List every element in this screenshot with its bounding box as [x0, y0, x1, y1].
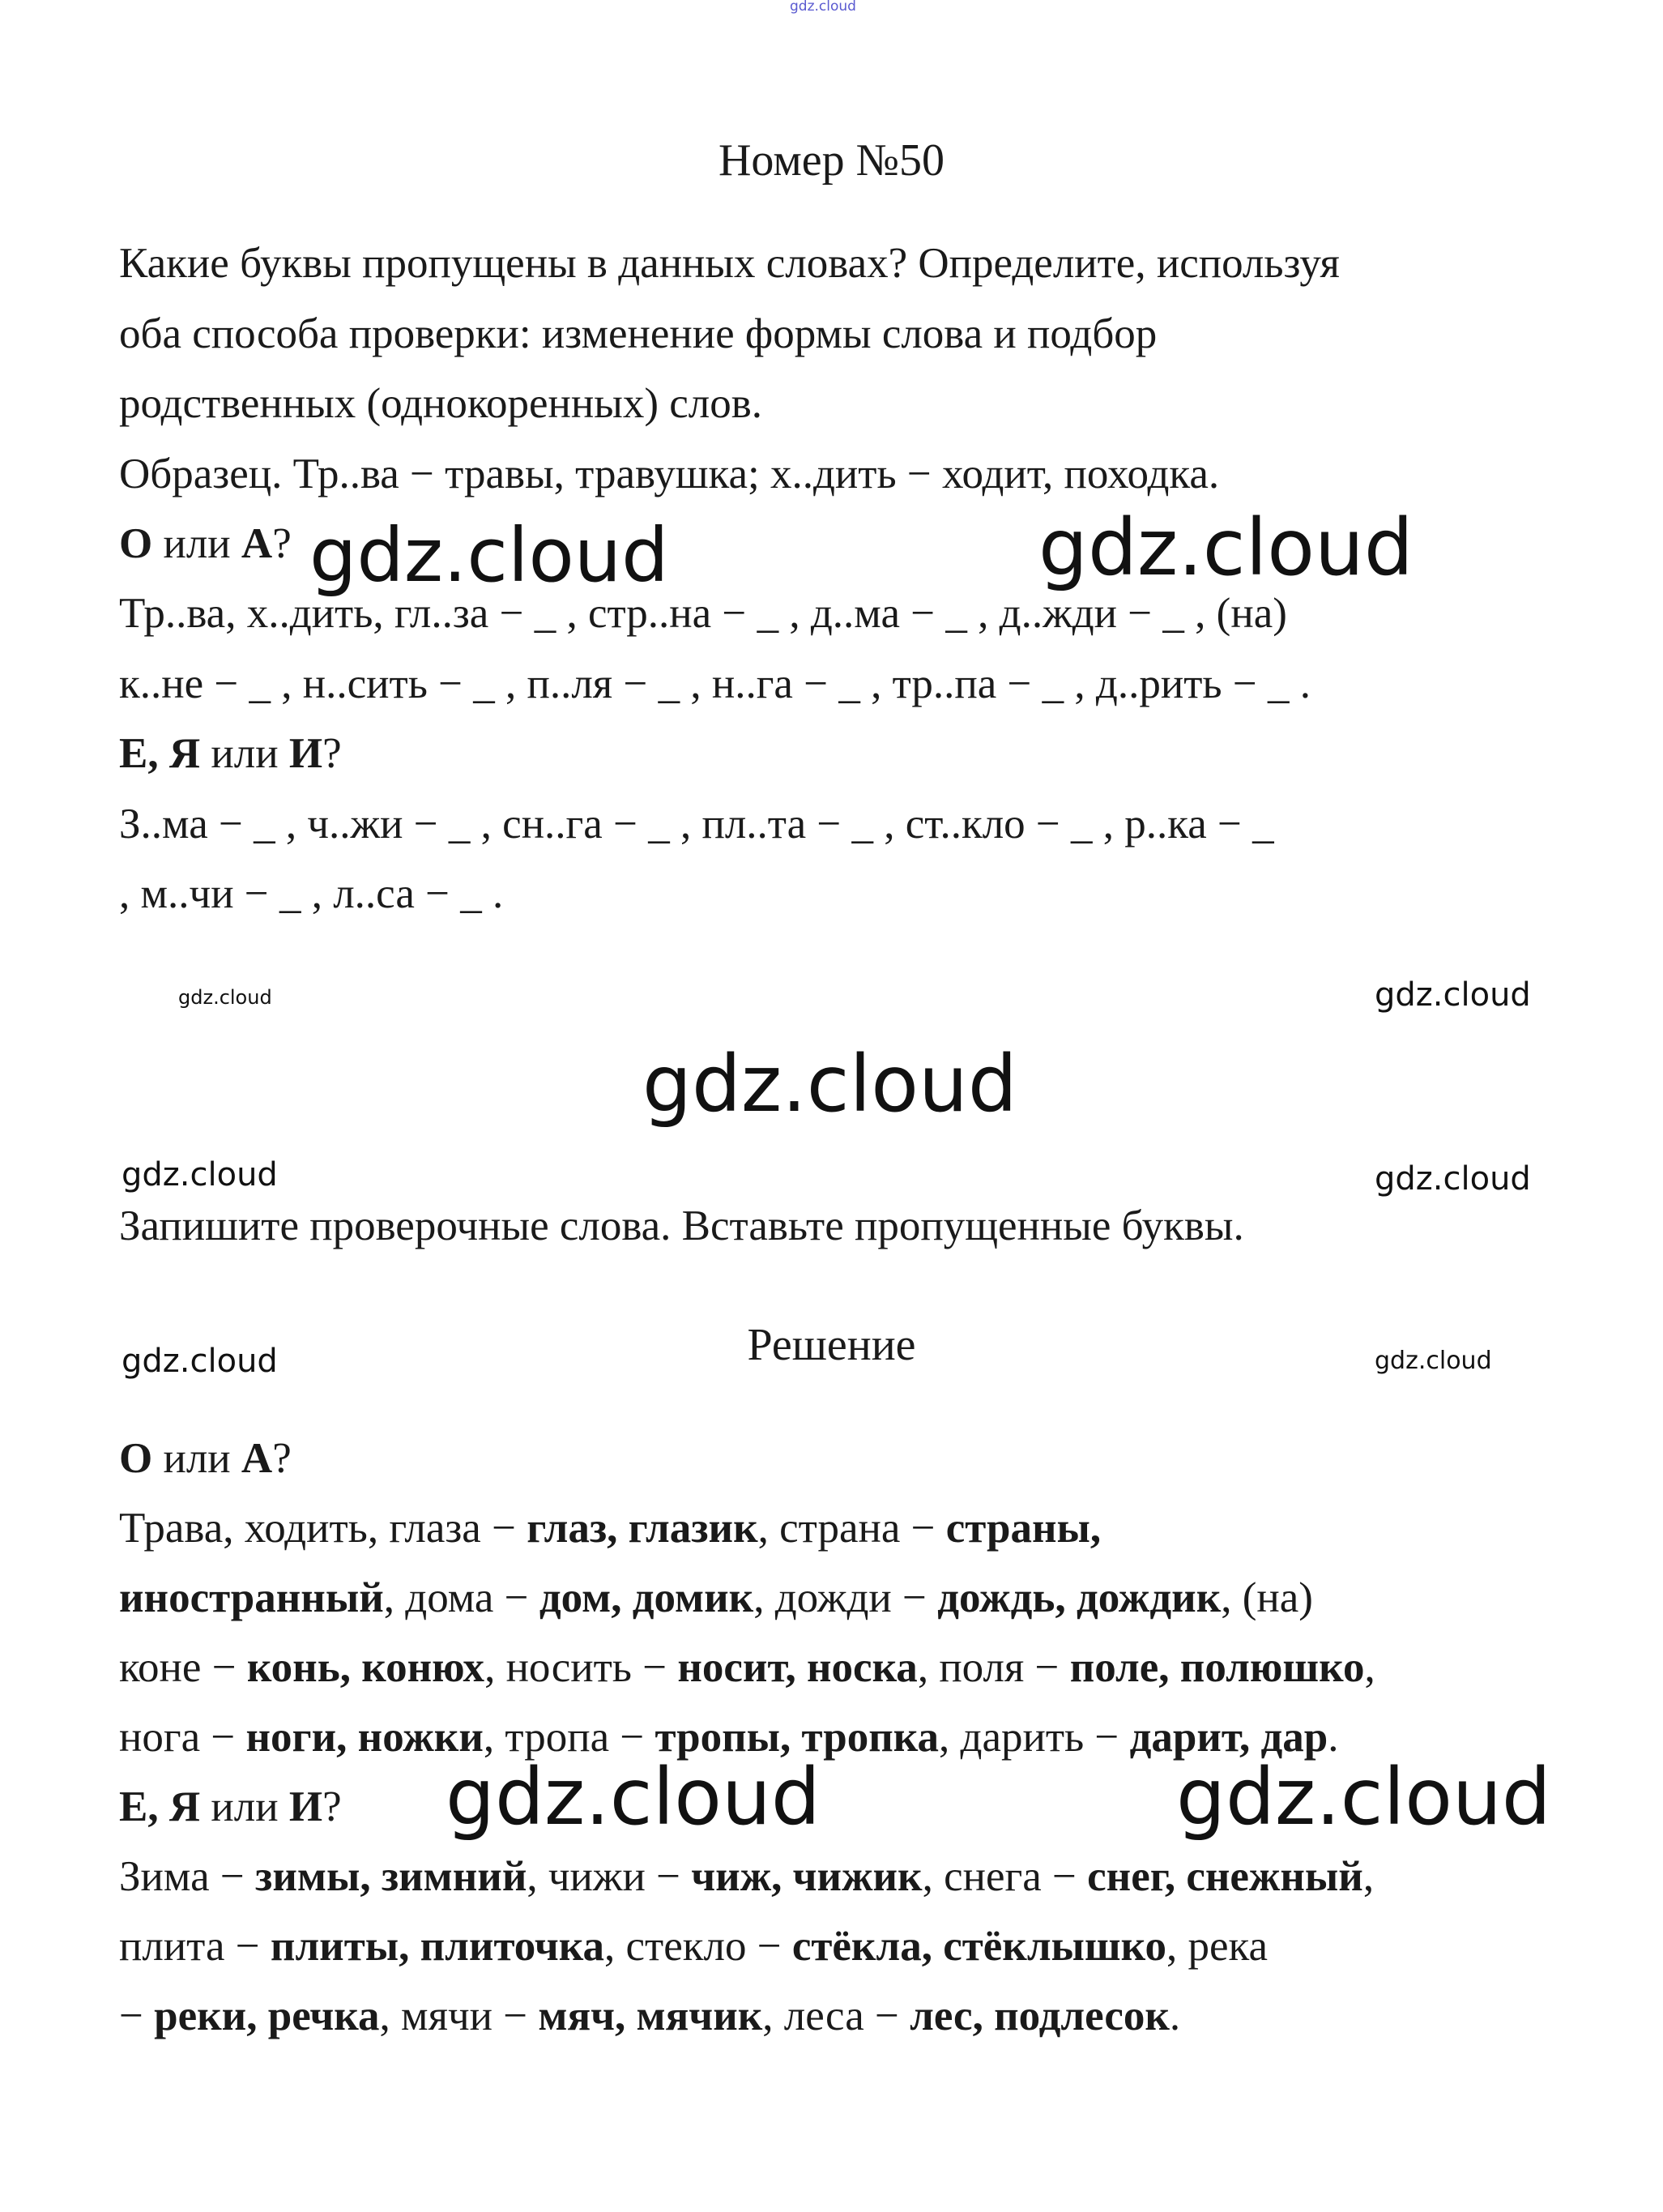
instruction-line: Запишите проверочные слова. Вставьте пропущенные буквы. — [119, 1202, 1244, 1249]
watermark: gdz.cloud — [178, 986, 272, 1009]
solution-line: коне − конь, конюх, носить − носит, носка, поля − поле, полюшко, — [119, 1644, 1375, 1691]
watermark-top: gdz.cloud — [790, 0, 856, 15]
solution-label-o-a: О или А? — [119, 1435, 292, 1482]
exercise-line: , м..чи − _ , л..са − _ . — [119, 870, 504, 917]
page-title: Номер №50 — [718, 135, 945, 186]
solution-line: − реки, речка, мячи − мяч, мячик, леса − лес, подлесок. — [119, 1992, 1181, 2039]
watermark: gdz.cloud — [309, 512, 669, 599]
solution-line: плита − плиты, плиточка, стекло − стёкла, стёклышко, река — [119, 1923, 1269, 1970]
group-label-o-a: О или А? — [119, 520, 292, 567]
watermark: gdz.cloud — [1375, 976, 1531, 1014]
task-line: родственных (однокоренных) слов. — [119, 380, 762, 427]
watermark: gdz.cloud — [1176, 1752, 1551, 1843]
solution-line: Зима − зимы, зимний, чижи − чиж, чижик, снега − снег, снежный, — [119, 1853, 1375, 1900]
task-line: Какие буквы пропущены в данных словах? Определите, используя — [119, 240, 1340, 287]
solution-label-e-ya-i: Е, Я или И? — [119, 1783, 342, 1830]
watermark: gdz.cloud — [446, 1752, 821, 1843]
exercise-line: к..не − _ , н..сить − _ , п..ля − _ , н..га − _ , тр..па − _ , д..рить − _ . — [119, 660, 1311, 707]
solution-line: нога − ноги, ножки, тропа − тропы, тропка, дарить − дарит, дар. — [119, 1714, 1339, 1761]
watermark: gdz.cloud — [122, 1156, 278, 1194]
solution-line: Трава, ходить, глаза − глаз, глазик, страна − страны, — [119, 1505, 1102, 1552]
solution-line: иностранный, дома − дом, домик, дожди − дождь, дождик, (на) — [119, 1574, 1313, 1621]
solution-heading: Решение — [747, 1320, 916, 1370]
watermark: gdz.cloud — [1375, 1347, 1492, 1375]
exercise-line: З..ма − _ , ч..жи − _ , сн..га − _ , пл..та − _ , ст..кло − _ , р..ка − _ — [119, 801, 1274, 848]
watermark: gdz.cloud — [1375, 1160, 1531, 1198]
watermark: gdz.cloud — [642, 1039, 1017, 1129]
example-line: Образец. Тр..ва − травы, травушка; х..дить − ходит, походка. — [119, 451, 1220, 497]
exercise-line: Тр..ва, х..дить, гл..за − _ , стр..на − _ , д..ма − _ , д..жди − _ , (на) — [119, 590, 1287, 637]
watermark: gdz.cloud — [122, 1343, 278, 1380]
watermark: gdz.cloud — [1038, 502, 1414, 593]
task-line: оба способа проверки: изменение формы слова и подбор — [119, 310, 1158, 357]
group-label-e-ya-i: Е, Я или И? — [119, 730, 342, 777]
